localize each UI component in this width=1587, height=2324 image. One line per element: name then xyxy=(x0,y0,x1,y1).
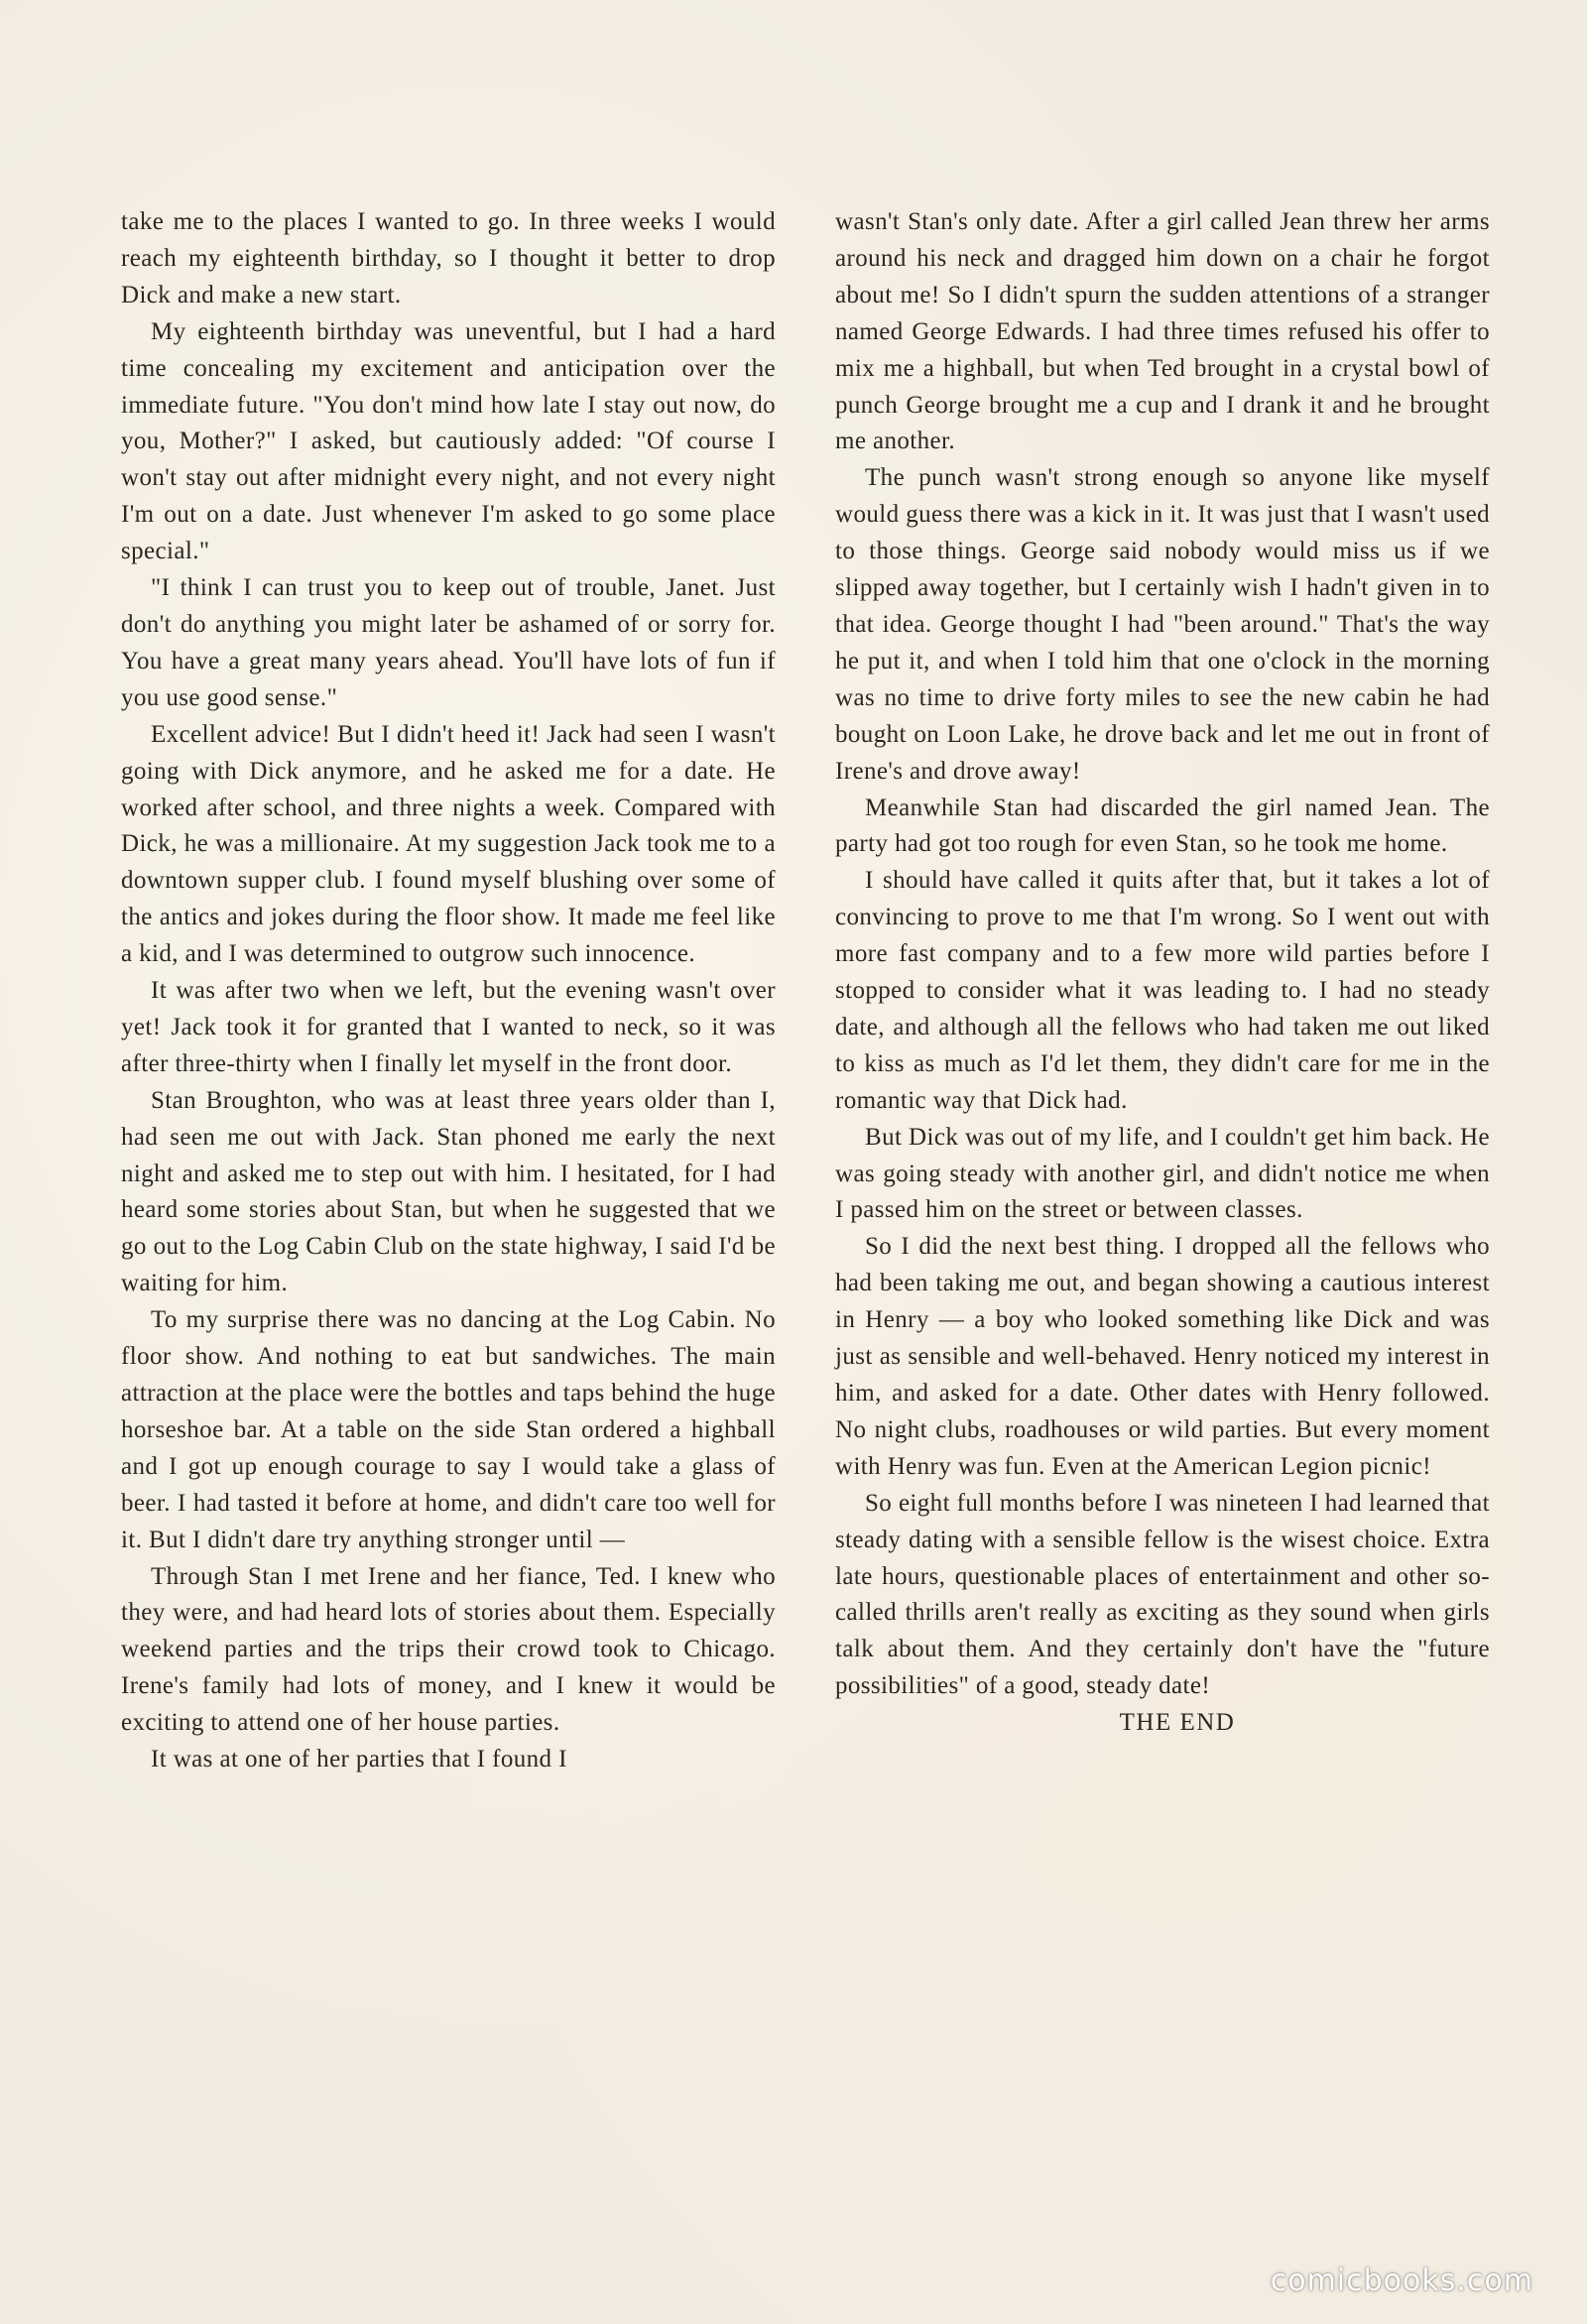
paragraph: "I think I can trust you to keep out of trouble, Janet. Just don't do anything you might later be ashamed of or sorry for. You have a great many years ahead. You'll have lots of fun if you use good sense." xyxy=(121,574,776,711)
right-text-column xyxy=(835,204,1490,1742)
paragraph: It was after two when we left, but the evening wasn't over yet! Jack took it for granted that I wanted to neck, so it was after three-thirty when I finally let myself in the front door. xyxy=(121,977,776,1077)
paragraph: It was at one of her parties that I found I xyxy=(151,1746,567,1774)
paragraph: So I did the next best thing. I dropped all the fellows who had been taking me out, and began showing a cautious interest in Henry — a boy who looked something like Dick and was just as sensible and well-behaved. Henry noticed my interest in him, and asked for a date. Other dates with Henry followed. No night clubs, roadhouses or wild parties. But every moment with Henry was fun. Even at the American Legion picnic! xyxy=(835,1233,1490,1480)
paragraph: Through Stan I met Irene and her fiance, Ted. I knew who they were, and had heard lots of stories about them. Especially weekend parties and the trips their crowd took to Chicago. Irene's family had lots of money, and I knew it would be exciting to attend one of her house parties. xyxy=(121,1562,776,1737)
paragraph: My eighteenth birthday was uneventful, but I had a hard time concealing my excitement and anticipation over the immediate future. "You don't mind how late I stay out now, do you, Mother?" I asked, but cautiously added: "Of course I won't stay out after midnight every night, and not every night I'm out on a date. Just whenever I'm asked to go some place special." xyxy=(121,317,776,565)
paragraph: To my surprise there was no dancing at the Log Cabin. No floor show. And nothing to eat but sandwiches. The main attraction at the place were the bottles and taps behind the huge horseshoe bar. At a table on the side Stan ordered a highball and I got up enough courage to say I would take a glass of beer. I had tasted it before at home, and didn't care too well for it. But I didn't dare try anything stronger until — xyxy=(121,1306,776,1553)
paragraph: Stan Broughton, who was at least three years older than I, had seen me out with Jack. Stan phoned me early the next night and asked me to step out with him. I hesitated, for I had heard some stories about Stan, but when he suggested that we go out to the Log Cabin Club on the state highway, I said I'd be waiting for him. xyxy=(121,1086,776,1297)
paragraph: take me to the places I wanted to go. In three weeks I would reach my eighteenth birthday, so I thought it better to drop Dick and make a new start. xyxy=(121,208,776,308)
paragraph: But Dick was out of my life, and I couldn't get him back. He was going steady with another girl, and didn't notice me when I passed him on the street or between classes. xyxy=(835,1123,1490,1224)
paragraph: The punch wasn't strong enough so anyone like myself would guess there was a kick in it. It was just that I wasn't used to those things. George said nobody would miss us if we slipped away together, but I certainly wish I hadn't given in to that idea. George thought I had "been around." That's the way he put it, and when I told him that one o'clock in the morning was no time to drive forty miles to see the new cabin he had bought on Loon Lake, he drove back and let me out in front of Irene's and drove away! xyxy=(835,464,1490,785)
paragraph: Meanwhile Stan had discarded the girl named Jean. The party had got too rough for even Stan, so he took me home. xyxy=(835,794,1490,858)
paragraph: Excellent advice! But I didn't heed it! Jack had seen I wasn't going with Dick anymore, and he asked me for a date. He worked after school, and three nights a week. Compared with Dick, he was a millionaire. At my suggestion Jack took me to a downtown supper club. I found myself blushing over some of the antics and jokes during the floor show. It made me feel like a kid, and I was determined to outgrow such innocence. xyxy=(121,720,776,968)
paragraph: So eight full months before I was nineteen I had learned that steady dating with a sensible fellow is the wisest choice. Extra late hours, questionable places of entertainment and other so-called thrills aren't really as exciting as they sound when girls talk about them. And they certainly don't have the "future possibilities" of a good, steady date! xyxy=(835,1489,1490,1700)
paragraph: wasn't Stan's only date. After a girl called Jean threw her arms around his neck and dragged him down on a chair he forgot about me! So I didn't spurn the sudden attentions of a stranger named George Edwards. I had three times refused his offer to mix me a highball, but when Ted brought in a crystal bowl of punch George brought me a cup and I drank it and he brought me another. xyxy=(835,208,1490,455)
left-text-column xyxy=(121,204,776,1778)
the-end-label: THE END xyxy=(1119,1709,1236,1737)
site-watermark: comicbooks.com xyxy=(1270,2263,1533,2298)
paragraph: I should have called it quits after that, but it takes a lot of convincing to prove to me that I'm wrong. So I went out with more fast company and to a few more wild parties before I stopped to consider what it was leading to. I had no steady date, and although all the fellows who had taken me out liked to kiss as much as I'd let them, they didn't care for me in the romantic way that Dick had. xyxy=(835,867,1490,1114)
